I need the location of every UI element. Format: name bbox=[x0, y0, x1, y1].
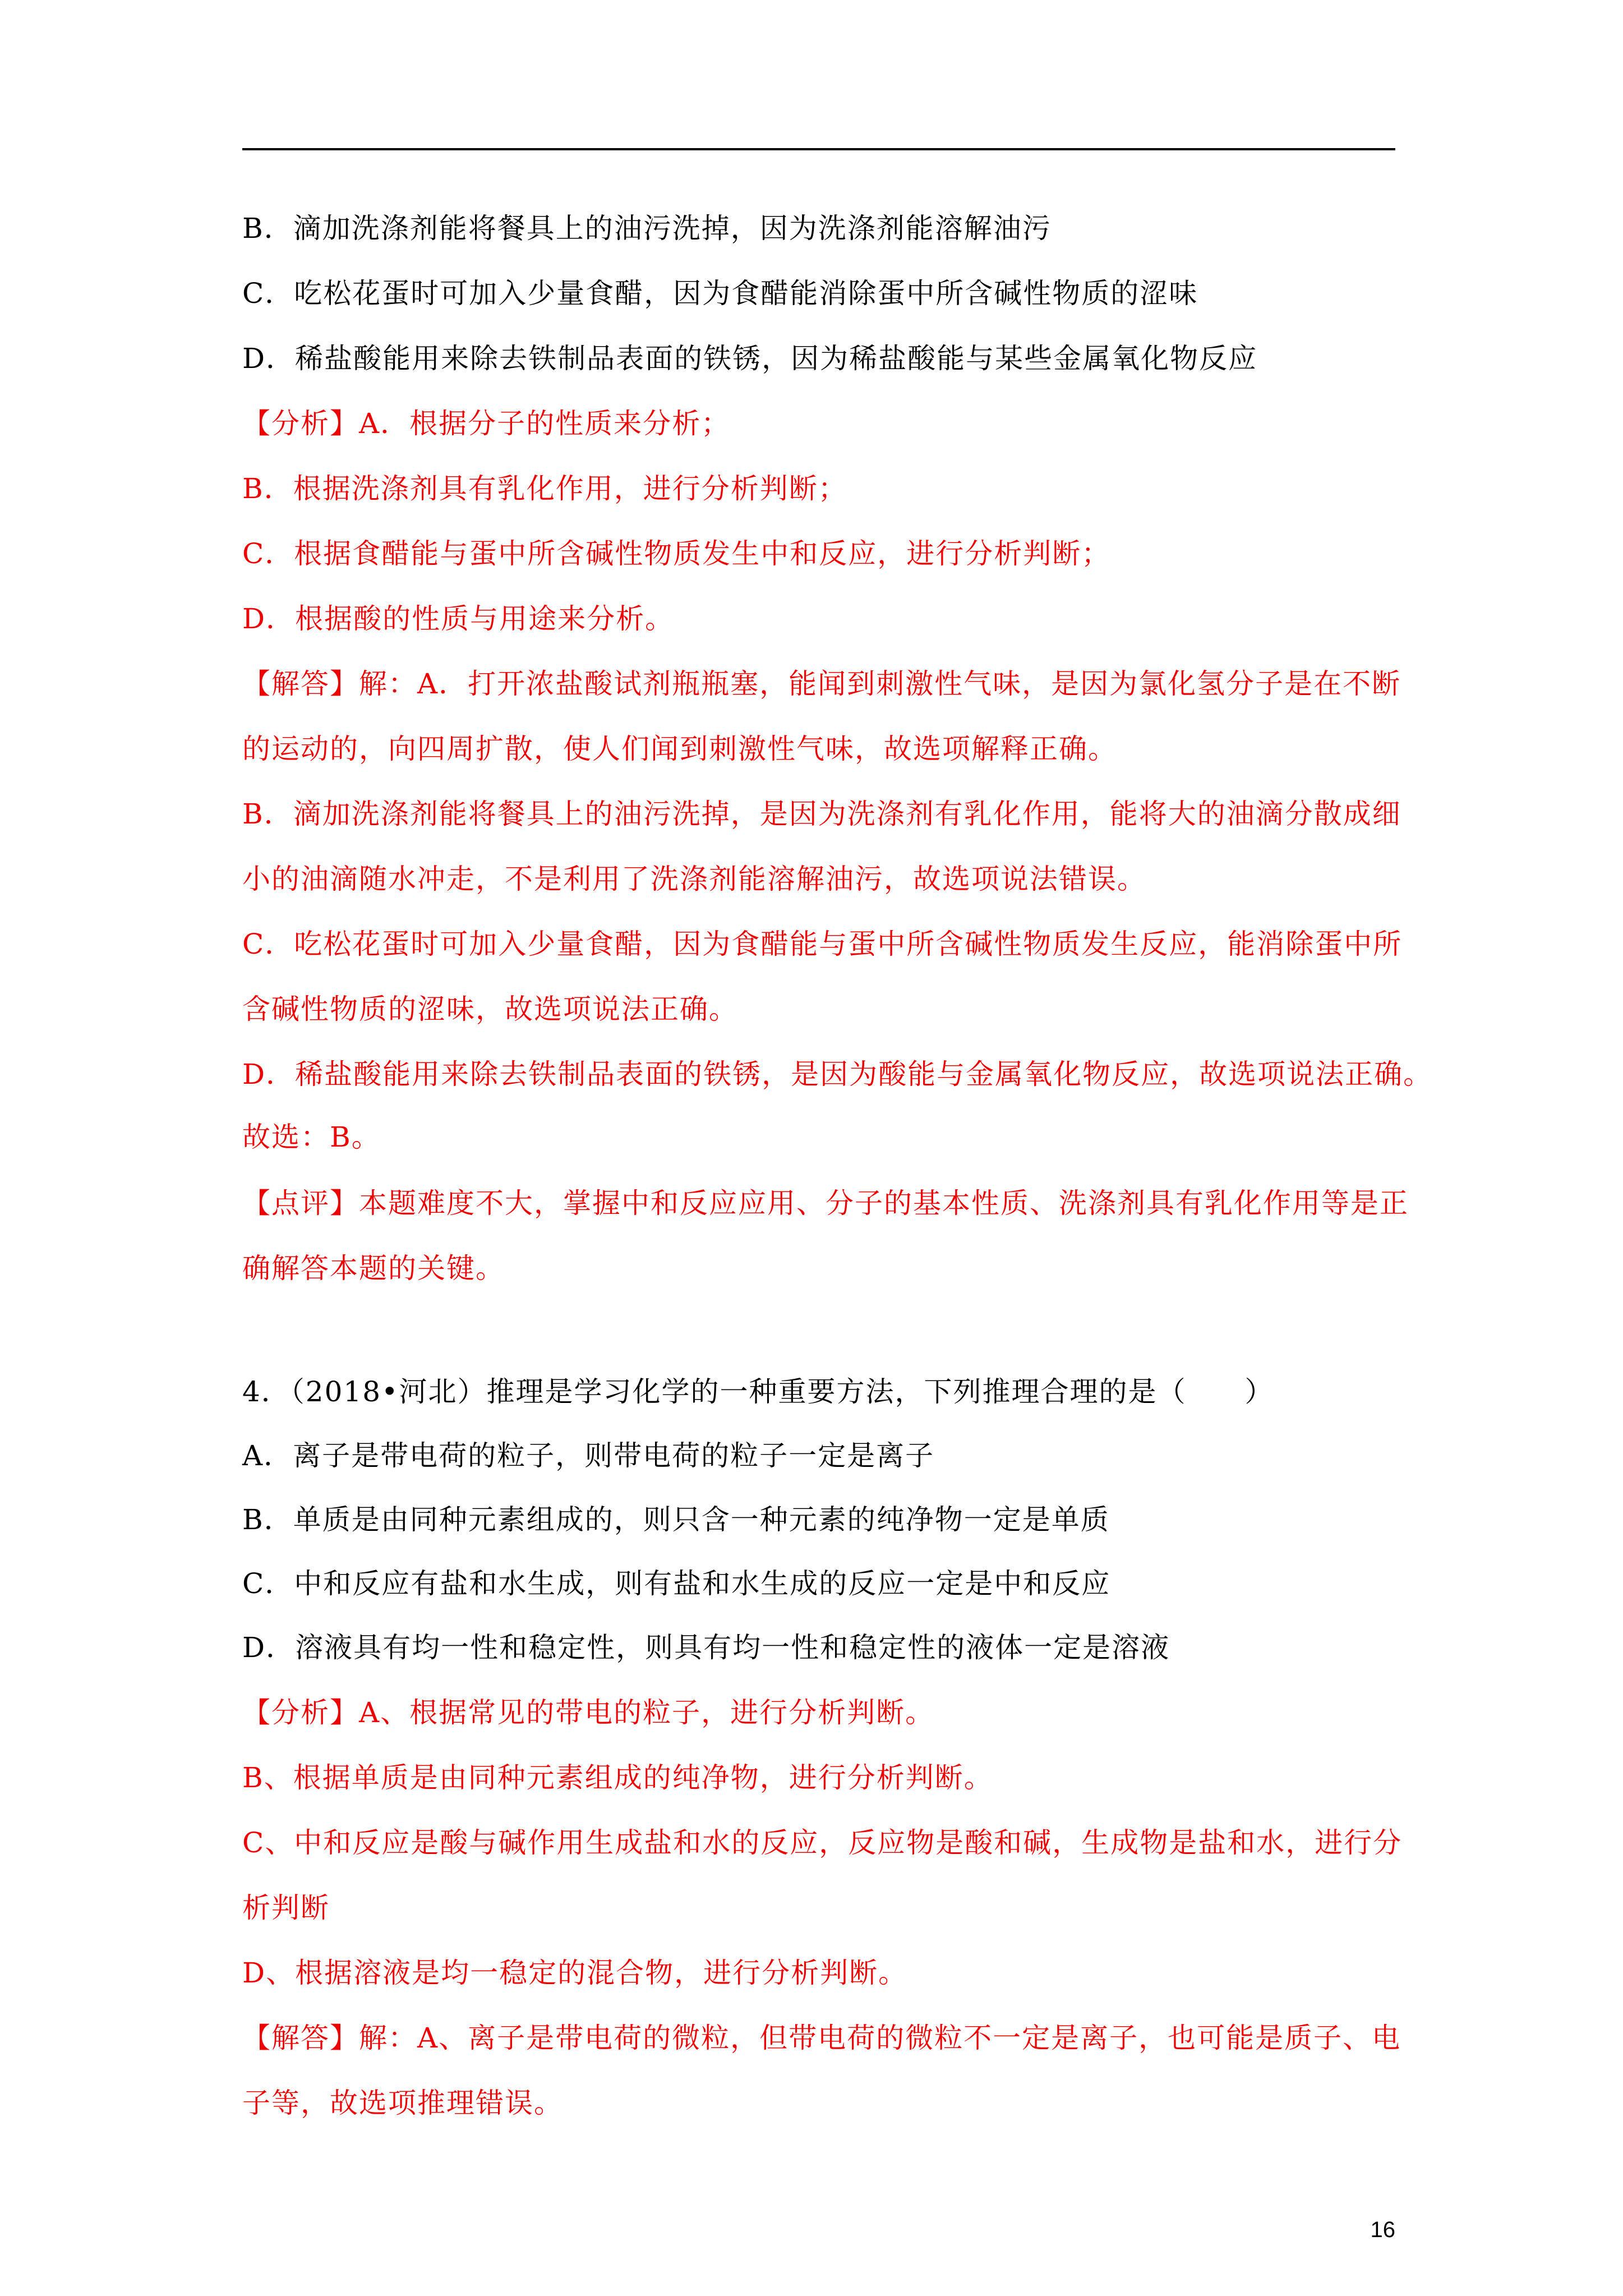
q3-analysis-line: B．根据洗涤剂具有乳化作用，进行分析判断； bbox=[242, 472, 847, 505]
q3-option-b: B．滴加洗涤剂能将餐具上的油污洗掉，因为洗涤剂能溶解油污 bbox=[242, 212, 1052, 245]
q4-analysis-line: 析判断 bbox=[242, 1892, 330, 1924]
q3-answer-line: 【解答】解：A．打开浓盐酸试剂瓶瓶塞，能闻到刺激性气味，是因为氯化氢分子是在不断 bbox=[242, 668, 1401, 700]
q3-comment-line: 确解答本题的关键。 bbox=[242, 1252, 505, 1285]
q3-answer-line: C．吃松花蛋时可加入少量食醋，因为食醋能与蛋中所含碱性物质发生反应，能消除蛋中所 bbox=[242, 928, 1403, 960]
q4-answer-line: 子等，故选项推理错误。 bbox=[242, 2087, 563, 2119]
q4-stem: 4．（2018•河北）推理是学习化学的一种重要方法，下列推理合理的是（ ） bbox=[242, 1375, 1274, 1408]
q3-analysis-line: 【分析】A．根据分子的性质来分析； bbox=[242, 407, 731, 440]
q3-answer-line: D．稀盐酸能用来除去铁制品表面的铁锈，是因为酸能与金属氧化物反应，故选项说法正确。 bbox=[242, 1058, 1433, 1091]
q4-analysis-line: C、中和反应是酸与碱作用生成盐和水的反应，反应物是酸和碱，生成物是盐和水，进行分 bbox=[242, 1826, 1403, 1859]
q4-option: D．溶液具有均一性和稳定性，则具有均一性和稳定性的液体一定是溶液 bbox=[242, 1631, 1170, 1664]
q3-option-c: C．吃松花蛋时可加入少量食醋，因为食醋能消除蛋中所含碱性物质的涩味 bbox=[242, 277, 1198, 310]
q3-answer-line: 小的油滴随水冲走，不是利用了洗涤剂能溶解油污，故选项说法错误。 bbox=[242, 863, 1146, 895]
q4-analysis-line: D、根据溶液是均一稳定的混合物，进行分析判断。 bbox=[242, 1957, 908, 1989]
q4-answer-line: 【解答】解：A、离子是带电荷的微粒，但带电荷的微粒不一定是离子，也可能是质子、电 bbox=[242, 2022, 1401, 2054]
q3-answer-choice: 故选：B。 bbox=[242, 1121, 381, 1153]
q3-analysis-line: D．根据酸的性质与用途来分析。 bbox=[242, 602, 675, 635]
q4-option: B．单质是由同种元素组成的，则只含一种元素的纯净物一定是单质 bbox=[242, 1503, 1110, 1536]
q3-answer-line: 的运动的，向四周扩散，使人们闻到刺激性气味，故选项解释正确。 bbox=[242, 733, 1117, 765]
page-number: 16 bbox=[1370, 2217, 1395, 2242]
q4-analysis-line: B、根据单质是由同种元素组成的纯净物，进行分析判断。 bbox=[242, 1761, 993, 1794]
q3-answer-line: 含碱性物质的涩味，故选项说法正确。 bbox=[242, 993, 738, 1025]
q3-comment-line: 【点评】本题难度不大，掌握中和反应应用、分子的基本性质、洗涤剂具有乳化作用等是正 bbox=[242, 1187, 1409, 1220]
q3-answer-line: B．滴加洗涤剂能将餐具上的油污洗掉，是因为洗涤剂有乳化作用，能将大的油滴分散成细 bbox=[242, 798, 1401, 830]
q3-option-d: D．稀盐酸能用来除去铁制品表面的铁锈，因为稀盐酸能与某些金属氧化物反应 bbox=[242, 342, 1258, 375]
q3-analysis-line: C．根据食醋能与蛋中所含碱性物质发生中和反应，进行分析判断； bbox=[242, 537, 1111, 570]
q4-analysis-line: 【分析】A、根据常见的带电的粒子，进行分析判断。 bbox=[242, 1696, 935, 1729]
q4-option: A．离子是带电荷的粒子，则带电荷的粒子一定是离子 bbox=[242, 1439, 935, 1472]
q4-option: C．中和反应有盐和水生成，则有盐和水生成的反应一定是中和反应 bbox=[242, 1567, 1111, 1600]
header-rule bbox=[242, 148, 1395, 150]
